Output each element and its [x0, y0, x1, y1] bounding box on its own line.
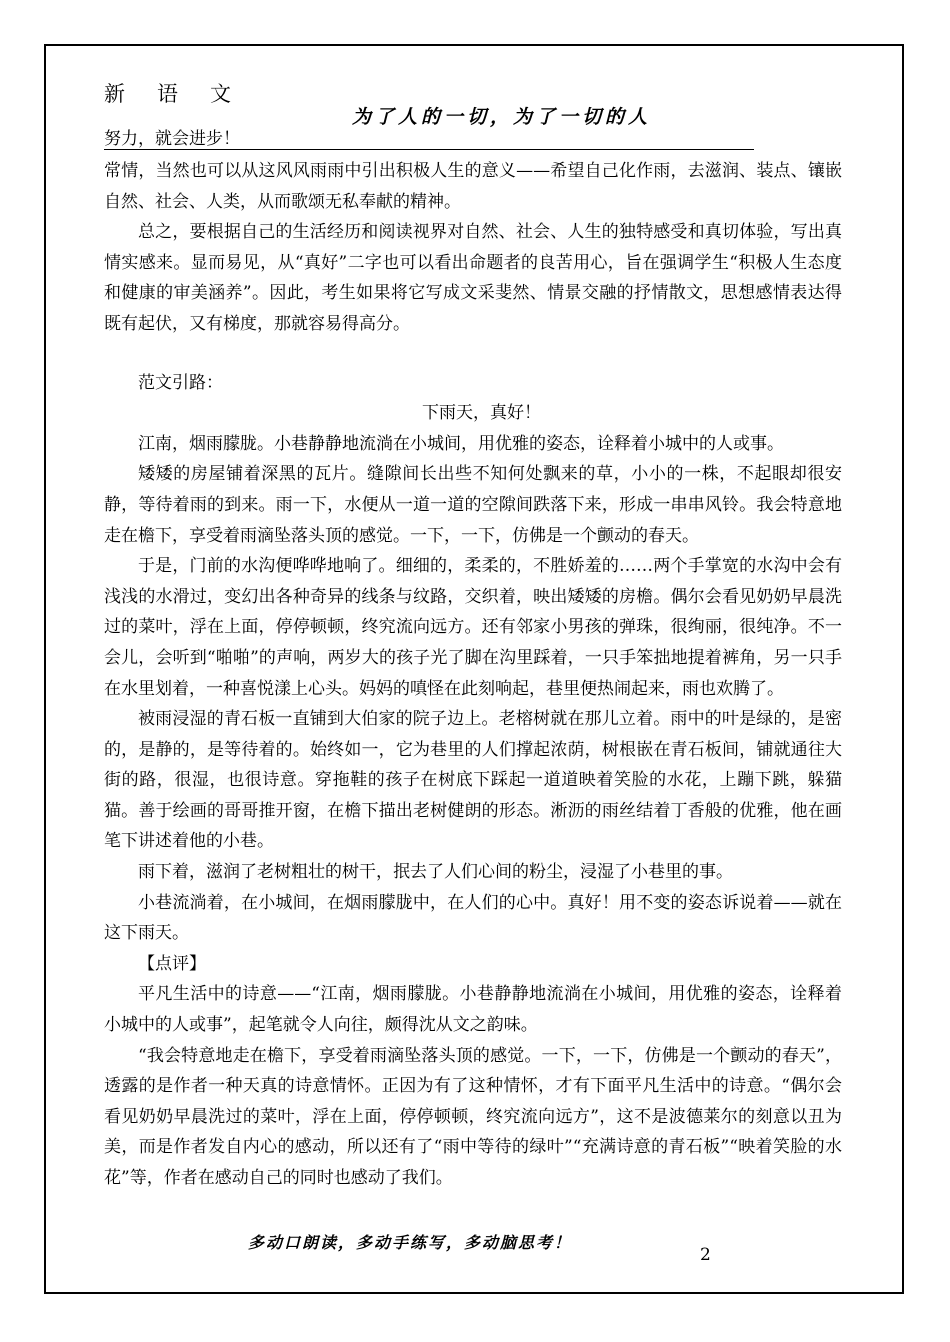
- header-divider: [104, 149, 754, 150]
- essay-paragraph: 雨下着，滋润了老树粗壮的树干，抿去了人们心间的粉尘，浸湿了小巷里的事。: [138, 862, 733, 883]
- review-label: 【点评】: [138, 953, 206, 974]
- essay-title: 下雨天，真好！: [422, 403, 541, 424]
- essay-paragraph: 矮矮的房屋铺着深黑的瓦片。缝隙间长出些不知何处飘来的草，小小的一株，不起眼却很安静，等待着雨的到来。雨一下，水便从一道一道的空隙间跌落下来，形成一串串风铃。我会特意地走在檐下，享受着雨滴坠落头顶的感觉。一下，一下，仿佛是一个颤动的春天。: [104, 464, 842, 546]
- footer-slogan: 多动口朗读，多动手练写，多动脑思考！: [248, 1233, 573, 1252]
- essay-paragraph: 江南，烟雨朦胧。小巷静静地流淌在小城间，用优雅的姿态，诠释着小城中的人或事。: [138, 433, 784, 454]
- essay-paragraph: 于是，门前的水沟便哗哗地响了。细细的，柔柔的，不胜娇羞的……两个手掌宽的水沟中会有浅浅的水滑过，变幻出各种奇异的线条与纹路，交织着，映出矮矮的房檐。偶尔会看见奶奶早晨洗过的菜叶，浮在上面，停停顿顿，终究流向远方。还有邻家小男孩的弹珠，很绚丽，很纯净。不一会儿，会听到“啪啪”的声响，两岁大的孩子光了脚在沟里踩着，一只手笨拙地提着裤角，另一只手在水里划着，一种喜悦漾上心头。妈妈的嗔怪在此刻响起，巷里便热闹起来，雨也欢腾了。: [104, 556, 842, 699]
- review-paragraph: 平凡生活中的诗意——“江南，烟雨朦胧。小巷静静地流淌在小城间，用优雅的姿态，诠释着小城中的人或事”，起笔就令人向往，颇得沈从文之韵味。: [104, 984, 842, 1036]
- paragraph: 总之，要根据自己的生活经历和阅读视界对自然、社会、人生的独特感受和真切体验，写出真情实感来。显而易见，从“真好”二字也可以看出命题者的良苦用心，旨在强调学生“积极人生态度和健康的审美涵养”。因此，考生如果将它写成文采斐然、情景交融的抒情散文，思想感情表达得既有起伏，又有梯度，那就容易得高分。: [104, 222, 842, 334]
- model-essay-label: 范文引路：: [138, 372, 223, 393]
- header-title: 新语文: [104, 82, 263, 106]
- paragraph: 常情，当然也可以从这风风雨雨中引出积极人生的意义——希望自己化作雨，去滋润、装点、镶嵌自然、社会、人类，从而歌颂无私奉献的精神。: [104, 161, 842, 212]
- page-number: 2: [700, 1245, 711, 1265]
- header-motto: 努力，就会进步！: [104, 129, 240, 149]
- essay-paragraph: 被雨浸湿的青石板一直铺到大伯家的院子边上。老榕树就在那儿立着。雨中的叶是绿的，是密的，是静的，是等待着的。始终如一，它为巷里的人们撑起浓荫，树根嵌在青石板间，铺就通往大街的路，很湿，也很诗意。穿拖鞋的孩子在树底下踩起一道道映着笑脸的水花，上蹦下跳，躲猫猫。善于绘画的哥哥推开窗，在檐下描出老树健朗的形态。淅沥的雨丝结着丁香般的优雅，他在画笔下讲述着他的小巷。: [104, 709, 842, 852]
- review-paragraph: “我会特意地走在檐下，享受着雨滴坠落头顶的感觉。一下，一下，仿佛是一个颤动的春天”，透露的是作者一种天真的诗意情怀。正因为有了这种情怀，才有下面平凡生活中的诗意。“偶尔会看见奶奶早晨洗过的菜叶，浮在上面，停停顿顿，终究流向远方”，这不是波德莱尔的刻意以丑为美，而是作者发自内心的感动，所以还有了“雨中等待的绿叶”“充满诗意的青石板”“映着笑脸的水花”等，作者在感动自己的同时也感动了我们。: [104, 1045, 842, 1188]
- document-body: [104, 156, 842, 1194]
- header-slogan: 为了人的一切，为了一切的人: [352, 106, 652, 128]
- spacer: [104, 340, 842, 368]
- essay-paragraph: 小巷流淌着，在小城间，在烟雨朦胧中，在人们的心中。真好！用不变的姿态诉说着——就在这下雨天。: [104, 892, 842, 944]
